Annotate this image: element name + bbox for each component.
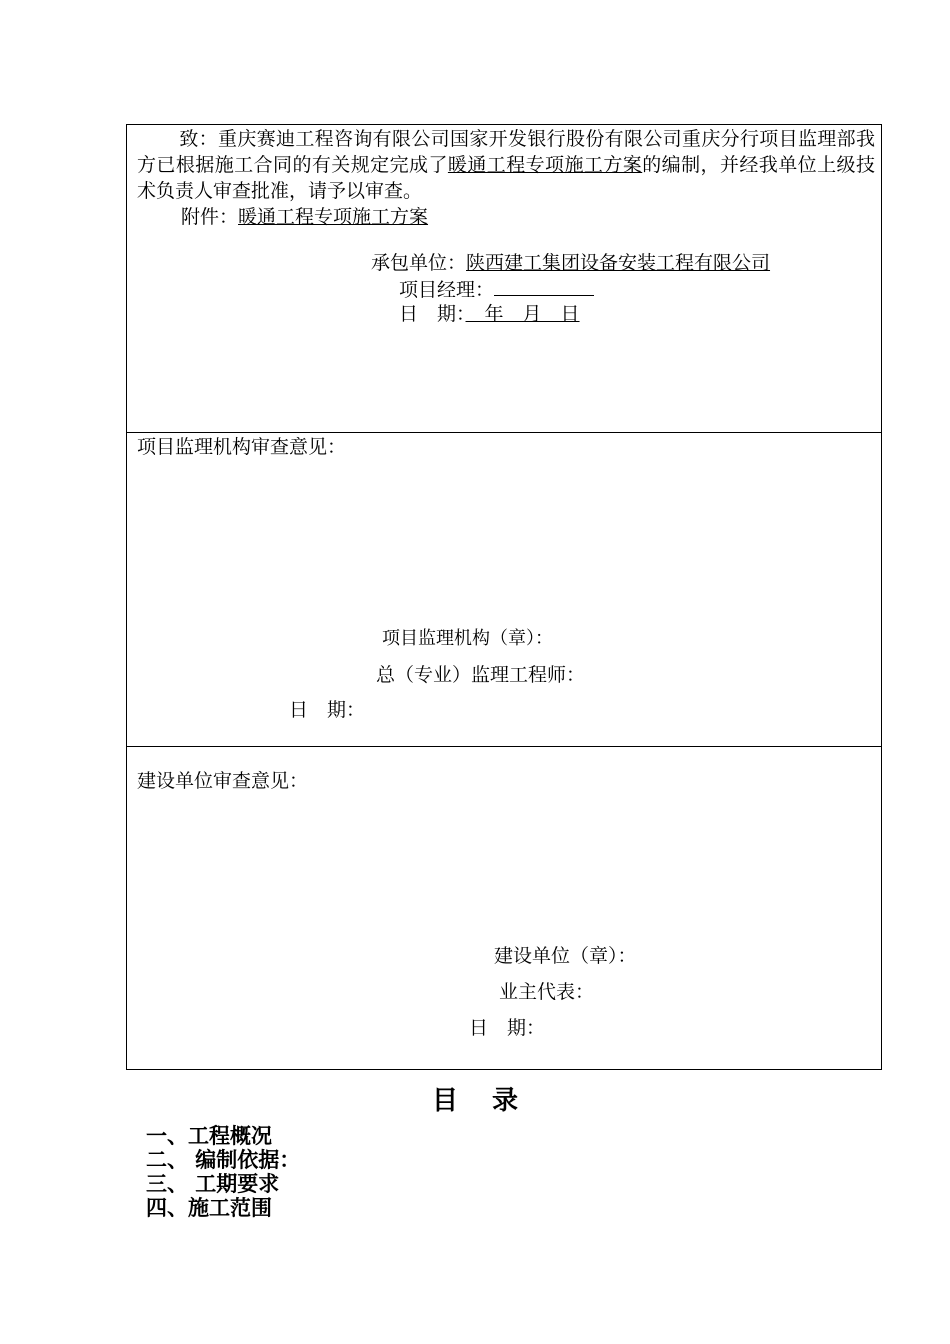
manager-signature-blank bbox=[494, 276, 594, 296]
toc-title: 目录 bbox=[431, 1086, 552, 1116]
submission-date-value: 年 月 日 bbox=[465, 303, 580, 325]
toc-item: 一、工程概况 bbox=[146, 1124, 272, 1148]
to-body: 重庆赛迪工程咨询有限公司国家开发银行股份有限公司重庆分行项目监理部我方已根据施工合同的有关规定完成了 bbox=[137, 128, 875, 176]
review-form bbox=[126, 124, 882, 1070]
submission-paragraph bbox=[137, 126, 875, 204]
owner-heading: 建设单位审查意见： bbox=[137, 770, 309, 792]
owner-unit-seal: 建设单位（章）： bbox=[494, 945, 637, 967]
owner-representative-label: 业主代表： bbox=[499, 981, 595, 1003]
to-prefix: 致： bbox=[179, 128, 218, 150]
supervision-heading: 项目监理机构审查意见： bbox=[137, 436, 347, 458]
attachment-line bbox=[181, 204, 428, 230]
supervision-org-seal: 项目监理机构（章）： bbox=[382, 628, 553, 649]
to-suffix: 的编制，并经我单位上级技术负责人审查批准，请予以审查。 bbox=[137, 154, 875, 202]
manager-line bbox=[399, 276, 594, 303]
submission-date-line bbox=[399, 301, 582, 327]
supervision-date-label: 日 期： bbox=[289, 699, 366, 721]
toc-item: 三、 工期要求 bbox=[146, 1172, 280, 1196]
submission-section bbox=[127, 125, 881, 433]
contractor-label: 承包单位： bbox=[371, 252, 467, 274]
contractor-line bbox=[371, 250, 770, 276]
toc-item: 四、施工范围 bbox=[146, 1196, 272, 1220]
chief-engineer-label: 总（专业）监理工程师： bbox=[376, 664, 586, 686]
manager-label: 项目经理： bbox=[399, 279, 495, 301]
attachment-label: 附件： bbox=[181, 206, 239, 228]
submission-date-label: 日 期： bbox=[399, 303, 466, 325]
owner-section bbox=[127, 747, 881, 1071]
plan-name: 暖通工程专项施工方案 bbox=[447, 154, 643, 176]
owner-date-label: 日 期： bbox=[469, 1017, 546, 1039]
supervision-section bbox=[127, 433, 881, 747]
attachment-value: 暖通工程专项施工方案 bbox=[238, 206, 429, 228]
contractor-value: 陕西建工集团设备安装工程有限公司 bbox=[466, 252, 771, 274]
toc-item: 二、 编制依据： bbox=[146, 1148, 301, 1172]
